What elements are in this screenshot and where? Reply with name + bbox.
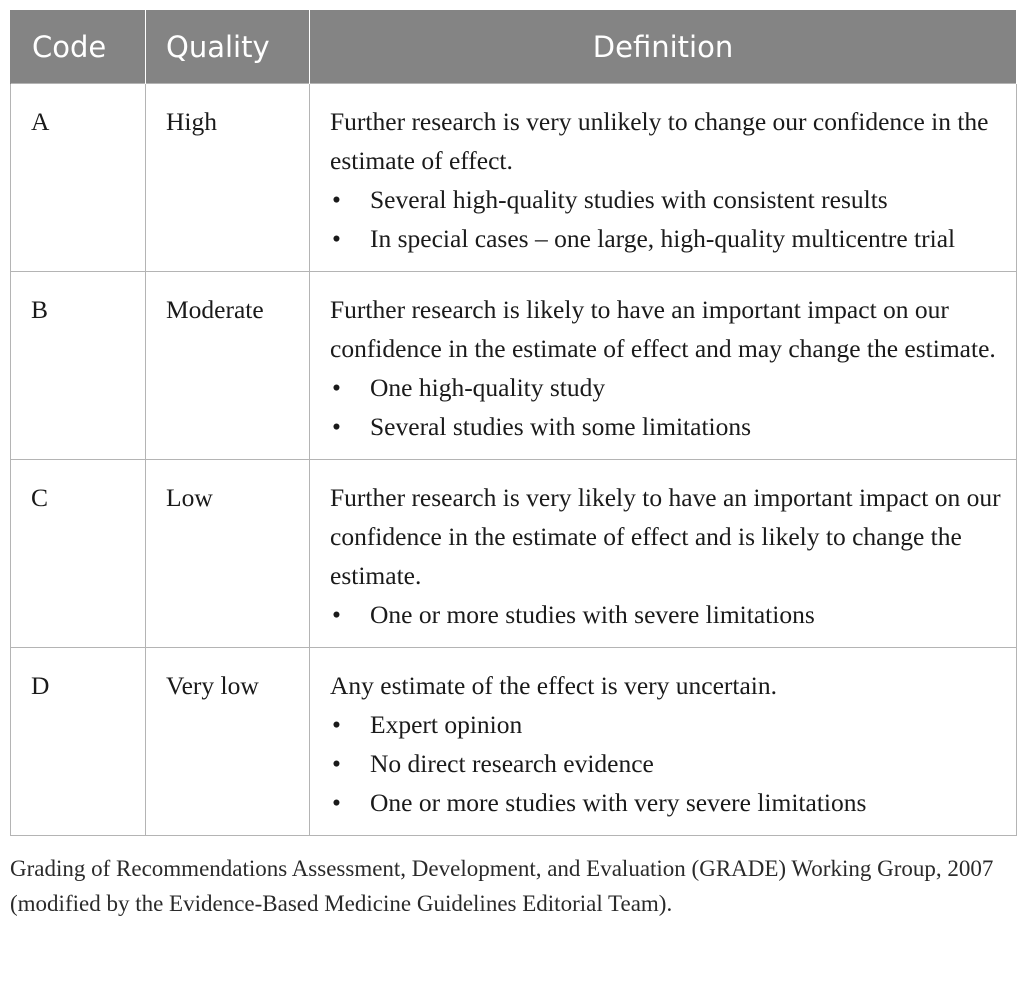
header-definition: Definition [310, 10, 1017, 84]
definition-text: Any estimate of the effect is very uncertain. [330, 671, 778, 700]
list-item [330, 368, 1002, 407]
list-item-text: In special cases – one large, high-quality multicentre trial [370, 224, 956, 253]
list-item-text: Several high-quality studies with consistent results [370, 185, 888, 214]
header-row [11, 10, 1017, 84]
definition-text: Further research is very unlikely to change our confidence in the estimate of effect. [330, 107, 989, 175]
bullet-dot-icon: • [332, 600, 341, 629]
definition-cell [310, 648, 1017, 836]
list-item-text: One or more studies with very severe limitations [370, 788, 867, 817]
definition-cell [310, 84, 1017, 272]
table-footnote: Grading of Recommendations Assessment, Development, and Evaluation (GRADE) Working Group, 2007 (modified by the Evidence-Based Medicine Guidelines Editorial Team). [10, 856, 994, 916]
code-cell: A [11, 84, 146, 272]
quality-cell: Moderate [146, 272, 310, 460]
list-item [330, 219, 1002, 258]
code-cell: C [11, 460, 146, 648]
list-item [330, 595, 1002, 634]
evidence-list [330, 180, 1002, 258]
bullet-dot-icon: • [332, 412, 341, 441]
code-cell: B [11, 272, 146, 460]
list-item [330, 180, 1002, 219]
list-item-text: One or more studies with severe limitations [370, 600, 815, 629]
table-row [11, 648, 1017, 836]
evidence-list [330, 595, 1002, 634]
list-item [330, 407, 1002, 446]
list-item [330, 783, 1002, 822]
list-item-text: Expert opinion [370, 710, 523, 739]
definition-cell [310, 460, 1017, 648]
table-row [11, 272, 1017, 460]
code-cell: D [11, 648, 146, 836]
bullet-dot-icon: • [332, 185, 341, 214]
bullet-dot-icon: • [332, 373, 341, 402]
definition-text: Further research is likely to have an important impact on our confidence in the estimate of effect and may change the estimate. [330, 295, 996, 363]
list-item [330, 744, 1002, 783]
definition-text: Further research is very likely to have an important impact on our confidence in the estimate of effect and is likely to change the estimate. [330, 483, 1001, 590]
evidence-list [330, 705, 1002, 822]
quality-cell: Very low [146, 648, 310, 836]
table-body [11, 84, 1017, 836]
evidence-list [330, 368, 1002, 446]
list-item-text: No direct research evidence [370, 749, 654, 778]
table-row [11, 84, 1017, 272]
bullet-dot-icon: • [332, 749, 341, 778]
grade-quality-table [10, 10, 1017, 836]
bullet-dot-icon: • [332, 224, 341, 253]
bullet-dot-icon: • [332, 710, 341, 739]
quality-cell: High [146, 84, 310, 272]
document-body [10, 10, 1016, 921]
definition-cell [310, 272, 1017, 460]
table-row [11, 460, 1017, 648]
list-item-text: One high-quality study [370, 373, 606, 402]
quality-cell: Low [146, 460, 310, 648]
list-item-text: Several studies with some limitations [370, 412, 752, 441]
header-code: Code [11, 10, 146, 84]
table-header [11, 10, 1017, 84]
bullet-dot-icon: • [332, 788, 341, 817]
header-quality: Quality [146, 10, 310, 84]
list-item [330, 705, 1002, 744]
